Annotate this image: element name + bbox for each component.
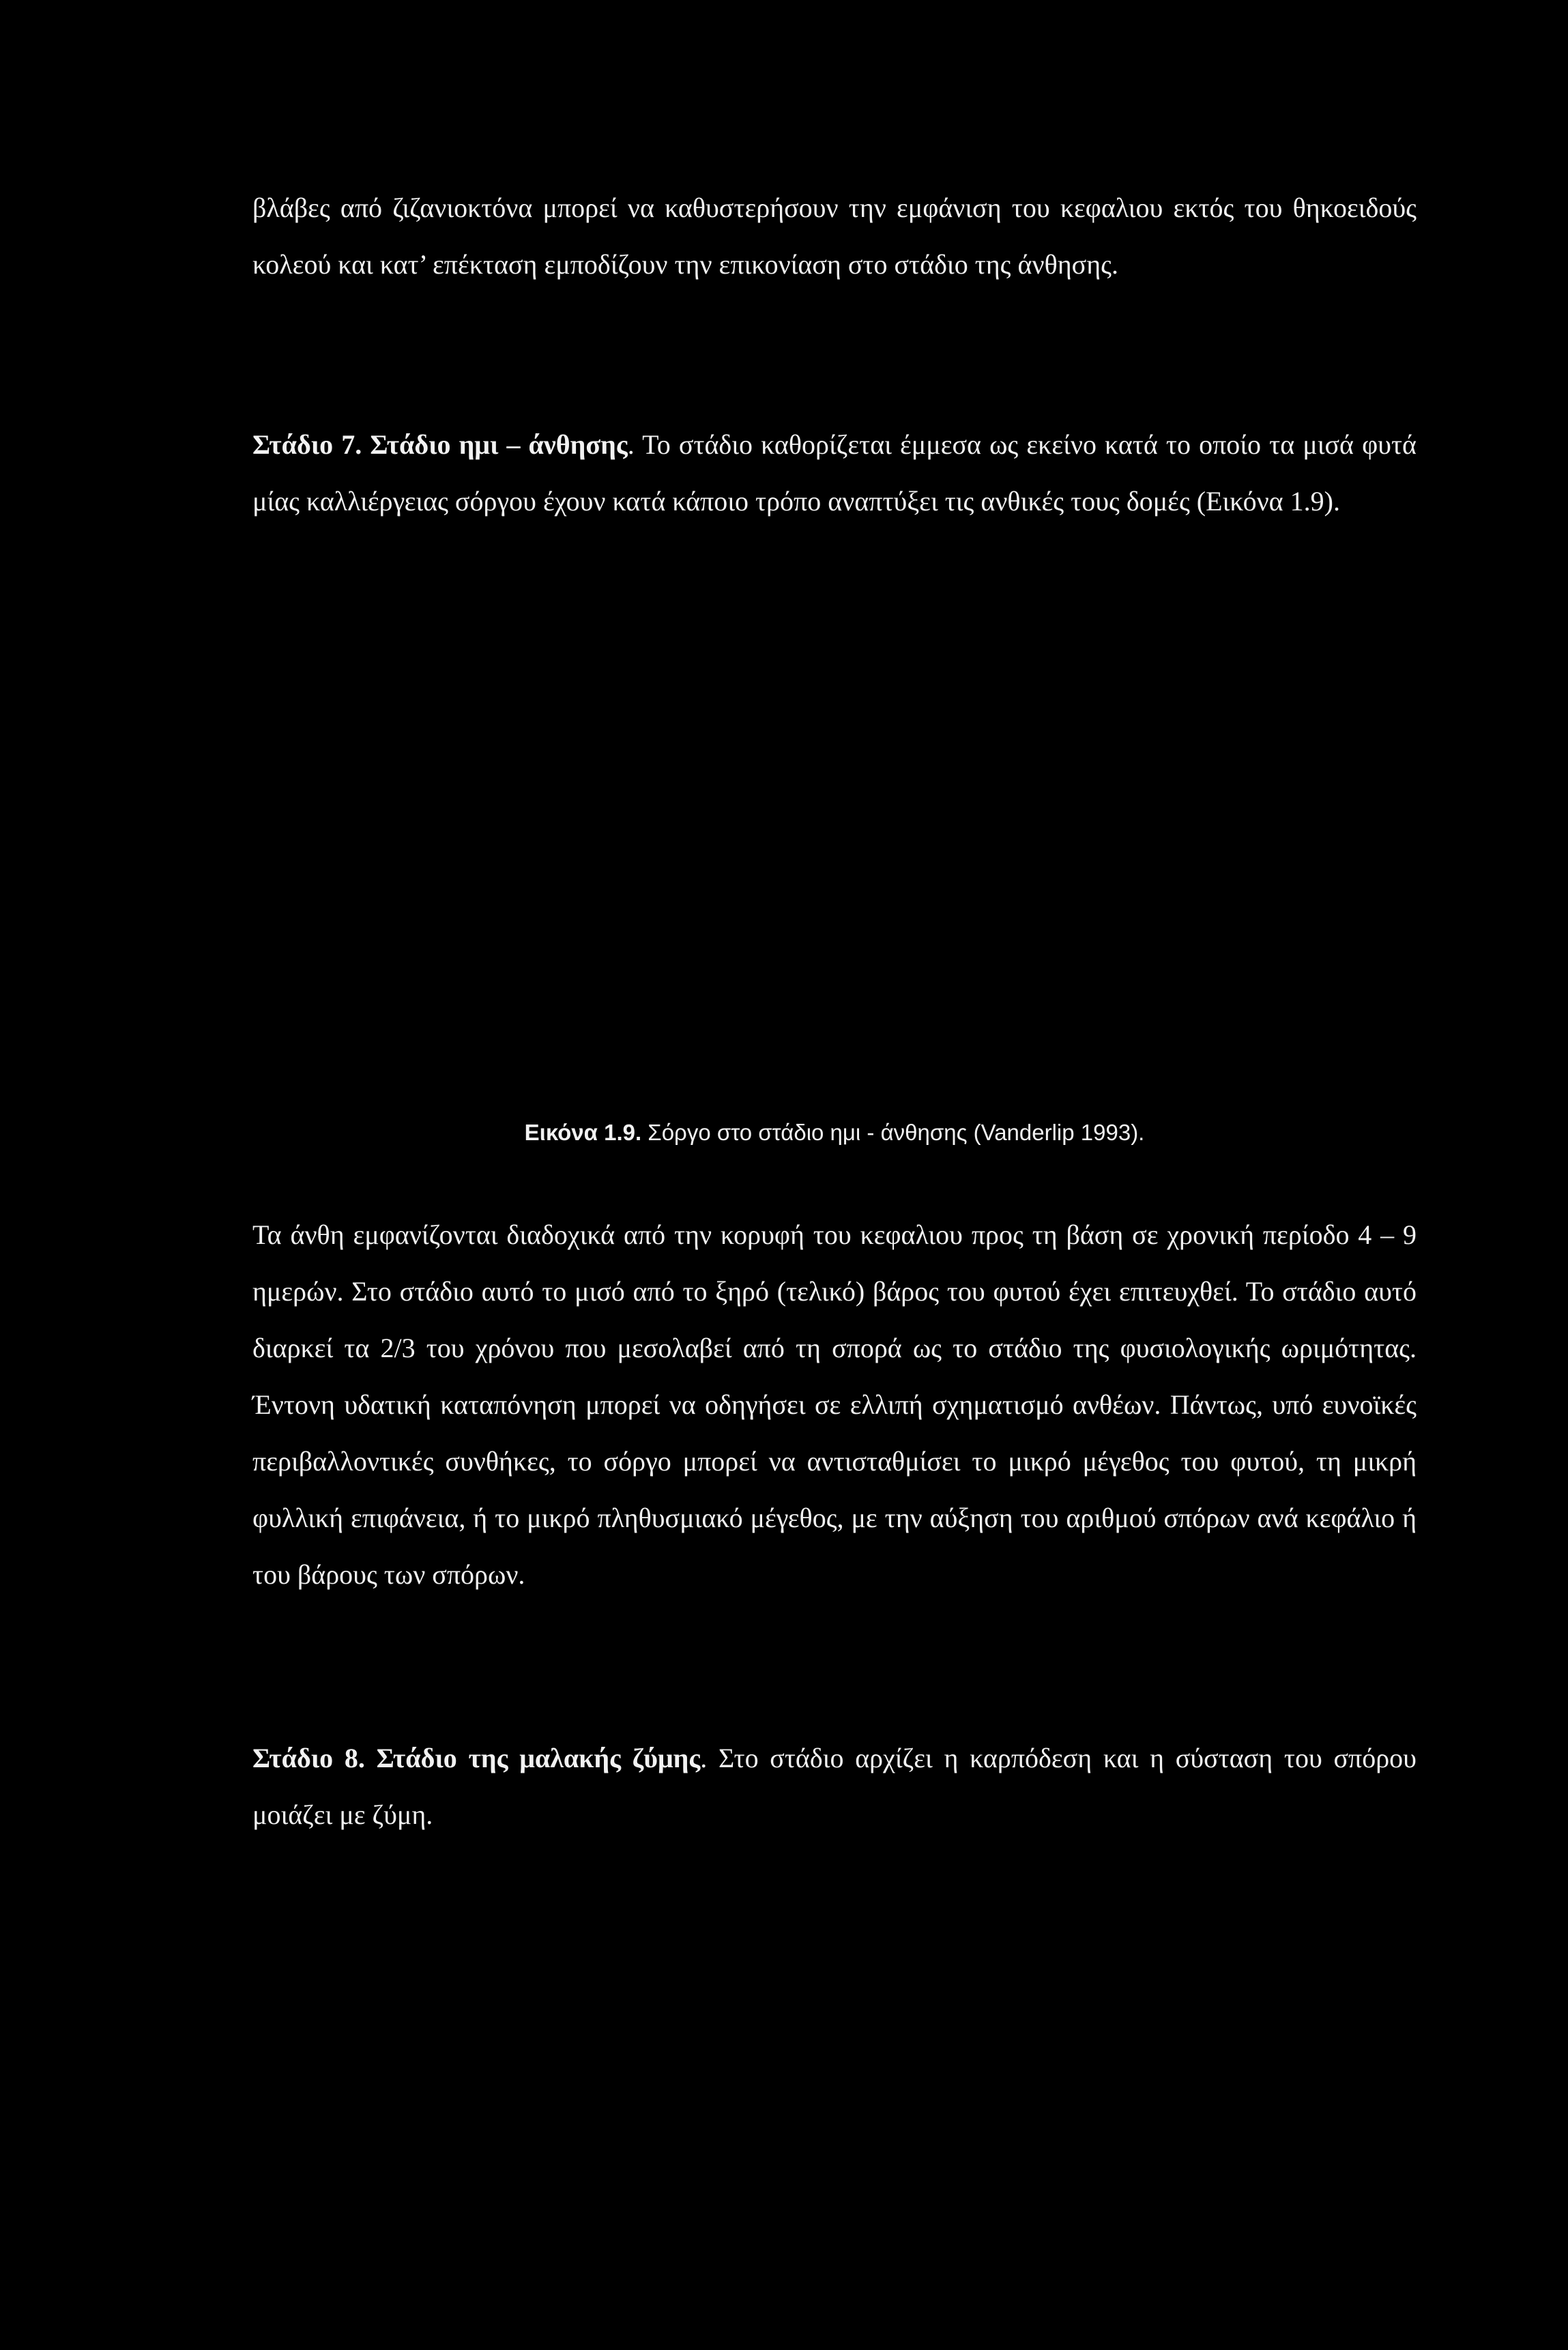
paragraph-text: . Το στάδιο καθορίζεται έμμεσα ως εκείνο κατά το οποίο τα μισά φυτά μίας καλλιέργειας σόργου έχουν κατά κάποιο τρόπο αναπτύξει τις ανθικές τους δομές (Εικόνα 1.9). — [252, 429, 1417, 517]
paragraph-stage-7 — [252, 416, 1417, 530]
paragraph-stage-8 — [252, 1730, 1417, 1843]
stage-7-heading: Στάδιο 7. Στάδιο ημι – άνθησης — [252, 429, 628, 460]
paragraph-text: . Στο στάδιο αρχίζει η καρπόδεση και η σύσταση του σπόρου μοιάζει με ζύμη. — [252, 1743, 1417, 1830]
figure-caption-text: Σόργο στο στάδιο ημι - άνθησης (Vanderlip 1993). — [641, 1120, 1145, 1145]
figure-caption — [252, 1118, 1417, 1148]
document-page — [252, 0, 1417, 2350]
figure-label: Εικόνα 1.9. — [524, 1120, 642, 1145]
stage-8-heading: Στάδιο 8. Στάδιο της μαλακής ζύμης — [252, 1743, 701, 1773]
paragraph-flowering — [252, 1206, 1417, 1603]
paragraph-text: βλάβες από ζιζανιοκτόνα μπορεί να καθυστερήσουν την εμφάνιση του κεφαλιου εκτός του θηκοειδούς κολεού και κατ’ επέκταση εμποδίζουν την επικονίαση στο στάδιο της άνθησης. — [252, 192, 1417, 280]
paragraph-text: Τα άνθη εμφανίζονται διαδοχικά από την κορυφή του κεφαλιου προς τη βάση σε χρονική περίοδο 4 – 9 ημερών. Στο στάδιο αυτό το μισό από το ξηρό (τελικό) βάρος του φυτού έχει επιτευχθεί. Το στάδιο αυτό διαρκεί τα 2/3 του χρόνου που μεσολαβεί από τη σπορά ως το στάδιο της φυσιολογικής ωριμότητας. Έντονη υδατική καταπόνηση μπορεί να οδηγήσει σε ελλιπή σχηματισμό ανθέων. Πάντως, υπό ευνοϊκές περιβαλλοντικές συνθήκες, το σόργο μπορεί να αντισταθμίσει το μικρό μέγεθος του φυτού, τη μικρή φυλλική επιφάνεια, ή το μικρό πληθυσμιακό μέγεθος, με την αύξηση του αριθμού σπόρων ανά κεφάλιο ή του βάρους των σπόρων. — [252, 1219, 1417, 1590]
paragraph-herbicide-damage — [252, 179, 1417, 293]
figure-image-placeholder — [252, 614, 1417, 1092]
